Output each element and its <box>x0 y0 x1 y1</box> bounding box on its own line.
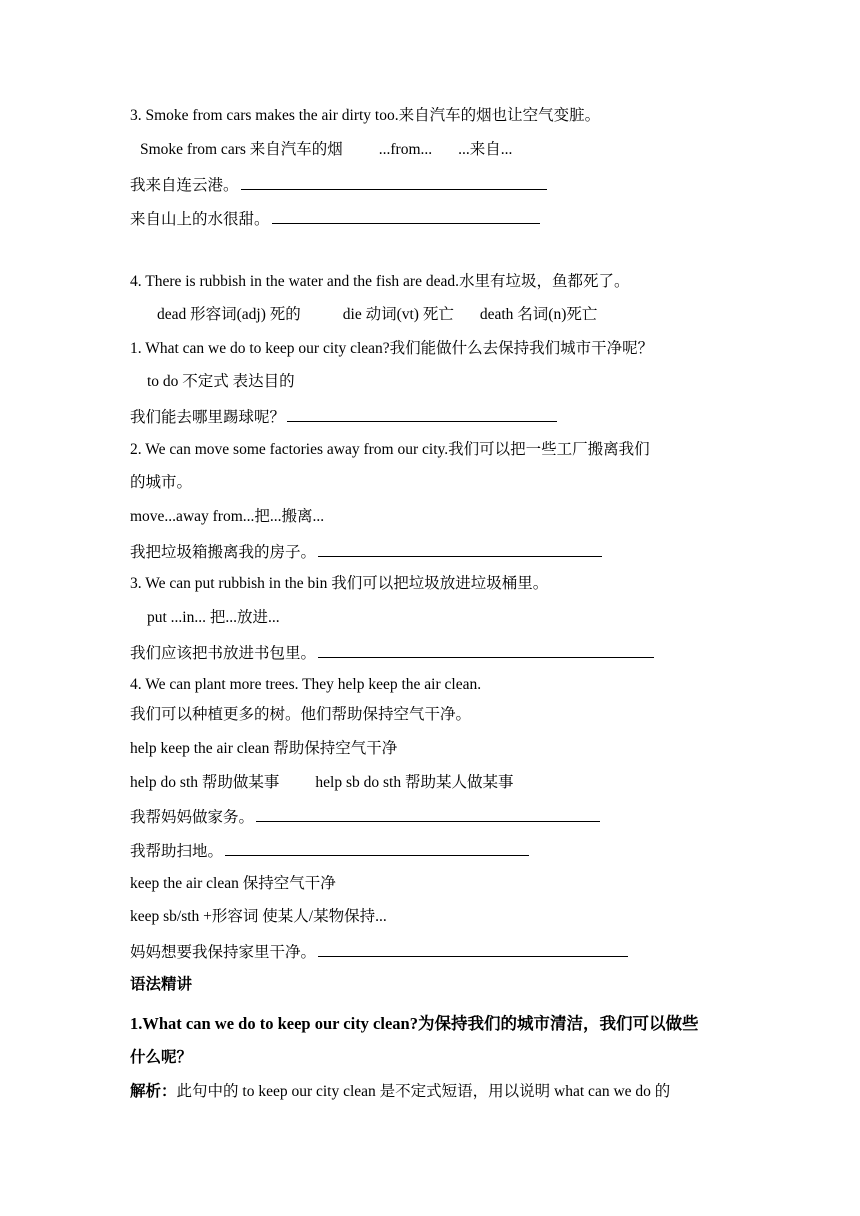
phrase-help-do <box>130 773 513 793</box>
grammar-sentence-1: 1.What can we do to keep our city clean?为保持我们的城市清洁，我们可以做些 <box>130 1014 699 1033</box>
exercise-prompt: 我们能去哪里踢球呢？ <box>130 409 286 426</box>
help-sb-do-text: help sb do sth 帮助某人做某事 <box>315 774 514 791</box>
exercise-play-football <box>130 406 557 428</box>
phrase-keep-air: keep the air clean 保持空气干净 <box>130 875 336 892</box>
word-forms-dead <box>157 305 597 325</box>
answer-blank[interactable] <box>272 208 540 224</box>
phrase-move-away: move...away from...把...搬离... <box>130 508 325 525</box>
sentence-3-bin: 3. We can put rubbish in the bin 我们可以把垃圾放进垃圾桶里。 <box>130 575 549 592</box>
exercise-prompt: 我来自连云港。 <box>130 177 239 194</box>
die-verb-text: die 动词(vt) 死亡 <box>342 306 454 323</box>
exercise-prompt: 我帮妈妈做家务。 <box>130 809 255 826</box>
sentence-2-factories: 2. We can move some factories away from our city.我们可以把一些工厂搬离我们 <box>130 441 650 458</box>
answer-blank[interactable] <box>318 941 628 957</box>
exercise-prompt: 我帮助扫地。 <box>130 843 224 860</box>
answer-blank[interactable] <box>318 642 654 658</box>
analysis-label: 解析： <box>130 1083 177 1100</box>
exercise-put-books <box>130 642 654 664</box>
answer-blank[interactable] <box>287 406 557 422</box>
help-do-text: help do sth 帮助做某事 <box>130 774 280 791</box>
phrase-put-in: put ...in... 把...放进... <box>147 609 280 626</box>
dead-adj-text: dead 形容词(adj) 死的 <box>157 306 301 323</box>
exercise-prompt: 来自山上的水很甜。 <box>130 211 270 228</box>
answer-blank[interactable] <box>256 806 600 822</box>
answer-blank[interactable] <box>225 840 529 856</box>
grammar-sentence-1-continued: 什么呢？ <box>130 1049 193 1066</box>
exercise-housework <box>130 806 600 828</box>
analysis-text: 此句中的 to keep our city clean 是不定式短语，用以说明 what can we do 的 <box>176 1083 671 1100</box>
exercise-prompt: 我把垃圾箱搬离我的房子。 <box>130 544 317 561</box>
exercise-mountain-water <box>130 208 540 230</box>
phrase-smoke-from-cars <box>140 140 512 160</box>
sentence-4-translation: 我们可以种植更多的树。他们帮助保持空气干净。 <box>130 706 472 723</box>
sentence-4-rubbish: 4. There is rubbish in the water and the fish are dead.水里有垃圾，鱼都死了。 <box>130 273 630 290</box>
exercise-prompt: 我们应该把书放进书包里。 <box>130 645 317 662</box>
exercise-sweep <box>130 840 529 862</box>
exercise-prompt: 妈妈想要我保持家里干净。 <box>130 944 317 961</box>
phrase-from-text: ...from... <box>378 141 433 158</box>
phrase-from-cn-text: ...来自... <box>458 141 513 158</box>
phrase-smoke-text: Smoke from cars 来自汽车的烟 <box>140 141 343 158</box>
phrase-keep-sb-sth: keep sb/sth +形容词 使某人/某物保持... <box>130 908 387 925</box>
answer-blank[interactable] <box>318 541 602 557</box>
note-to-do: to do 不定式 表达目的 <box>147 373 295 390</box>
death-noun-text: death 名词(n)死亡 <box>479 306 598 323</box>
exercise-keep-home-clean <box>130 941 628 963</box>
exercise-move-bin <box>130 541 602 563</box>
grammar-analysis <box>130 1082 670 1102</box>
exercise-lianyungang <box>130 174 547 196</box>
sentence-1-keep-city-clean: 1. What can we do to keep our city clean?我们能做什么去保持我们城市干净呢？ <box>130 340 654 357</box>
sentence-2-continued: 的城市。 <box>130 474 193 491</box>
sentence-3-smoke: 3. Smoke from cars makes the air dirty too.来自汽车的烟也让空气变脏。 <box>130 107 601 124</box>
phrase-help-keep: help keep the air clean 帮助保持空气干净 <box>130 740 398 757</box>
sentence-4-trees: 4. We can plant more trees. They help keep the air clean. <box>130 676 482 693</box>
section-heading-grammar: 语法精讲 <box>130 976 193 993</box>
answer-blank[interactable] <box>241 174 547 190</box>
